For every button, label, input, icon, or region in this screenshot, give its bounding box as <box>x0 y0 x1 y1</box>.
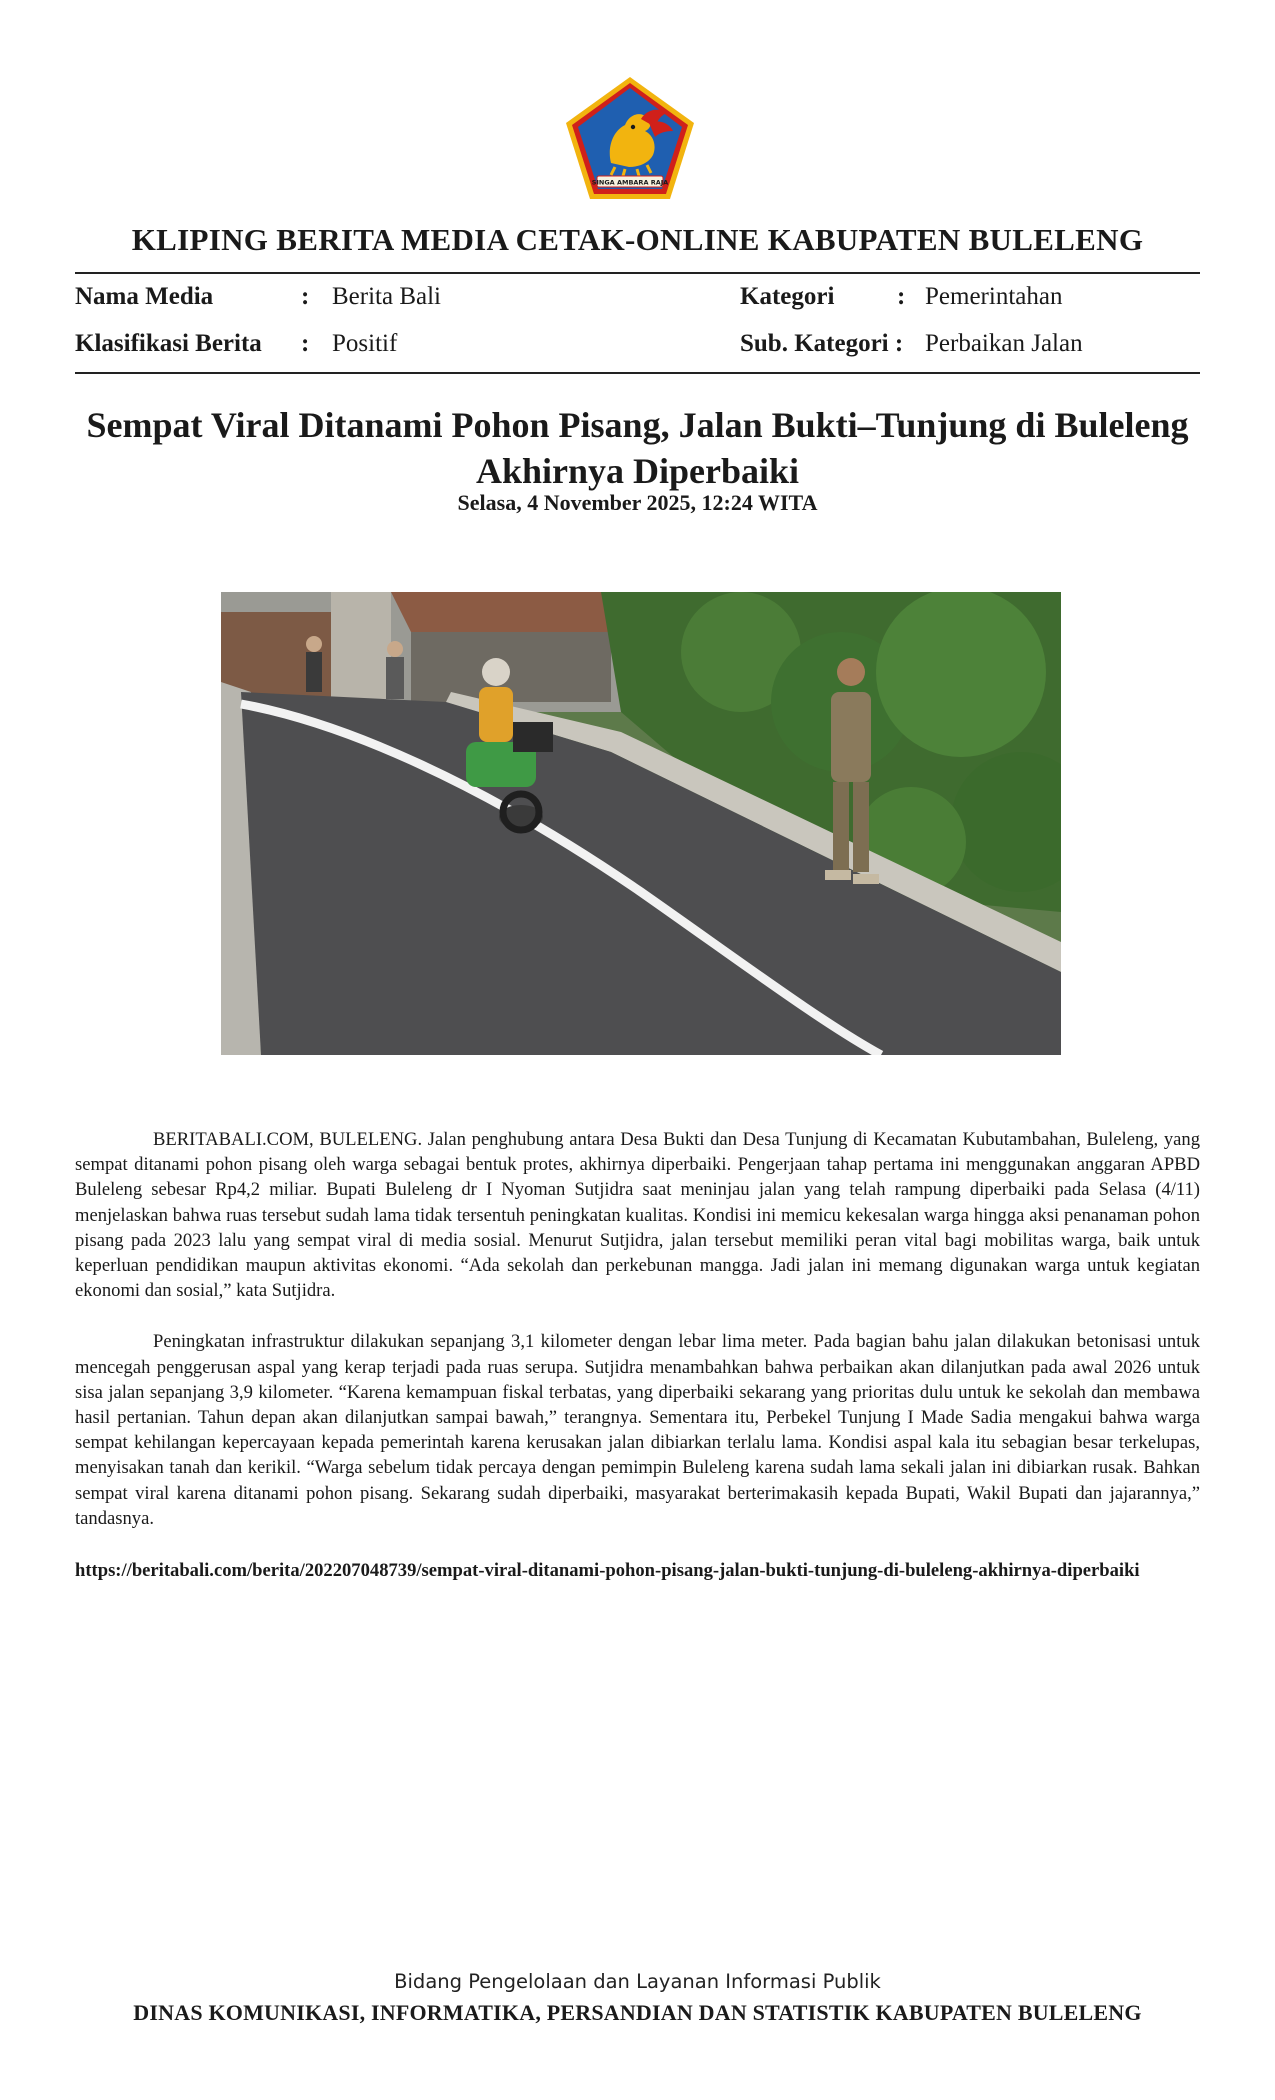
source-link[interactable]: https://beritabali.com/berita/202207048739/sempat-viral-ditanami-pohon-pisang-jalan-bukti-tunjung-di-buleleng-akhirnya-diperbaiki <box>75 1560 1140 1581</box>
subcategory-value: Perbaikan Jalan <box>925 330 1083 357</box>
regency-emblem-logo <box>563 75 697 201</box>
category-colon: : <box>897 283 906 310</box>
article-headline: Sempat Viral Ditanami Pohon Pisang, Jalan Bukti–Tunjung di Buleleng Akhirnya Diperbaiki <box>86 405 1189 491</box>
header-bottom-rule <box>75 372 1200 374</box>
emblem-motto: SINGA AMBARA RAJA <box>591 178 669 187</box>
category-value: Pemerintahan <box>925 283 1063 310</box>
media-name-colon: : <box>301 283 310 310</box>
subcategory-label: Sub. Kategori : <box>740 330 904 357</box>
article-photo <box>221 592 1061 1055</box>
media-name-value: Berita Bali <box>332 283 441 310</box>
footer-agency: DINAS KOMUNIKASI, INFORMATIKA, PERSANDIAN DAN STATISTIK KABUPATEN BULELENG <box>133 2000 1142 2025</box>
category-label: Kategori <box>740 283 835 310</box>
article-paragraph: Peningkatan infrastruktur dilakukan sepanjang 3,1 kilometer dengan lebar lima meter. Pada bagian bahu jalan dilakukan betonisasi untuk mencegah penggerusan aspal yang kerap terjadi pada ruas serupa. Sutjidra menambahkan bahwa perbaikan akan dilanjutkan pada awal 2026 untuk sisa jalan sepanjang 3,9 kilometer. “Karena kemampuan fiskal terbatas, yang diperbaiki sekarang yang prioritas dulu untuk ke sekolah dan membawa hasil pertanian. Tahun depan akan dilanjutkan sampai bawah,” terangnya. Sementara itu, Perbekel Tunjung I Made Sadia mengakui bahwa warga sempat kehilangan kepercayaan kepada pemerintah karena kerusakan jalan dibiarkan terlalu lama. Kondisi aspal kala itu sebagian besar terkelupas, menyisakan tanah dan kerikil. “Warga sebelum tidak percaya dengan pemimpin Buleleng karena sudah lama sekali jalan ini dibiarkan rusak. Bahkan sempat viral karena ditanami pohon pisang. Sekarang sudah diperbaiki, masyarakat berterimakasih kepada Bupati, Wakil Bupati dan jajarannya,” tandasnya. <box>75 1331 1200 1529</box>
header-top-rule <box>75 272 1200 274</box>
article-dateline: Selasa, 4 November 2025, 12:24 WITA <box>457 490 818 515</box>
road-photo-illustration <box>221 592 1061 1055</box>
emblem-graphic <box>563 75 697 201</box>
classification-label: Klasifikasi Berita <box>75 330 262 357</box>
article-paragraph: BERITABALI.COM, BULELENG. Jalan penghubung antara Desa Bukti dan Desa Tunjung di Kecamatan Kubutambahan, Buleleng, yang sempat ditanami pohon pisang oleh warga sebagai bentuk protes, akhirnya diperbaiki. Pengerjaan tahap pertama ini menggunakan anggaran APBD Buleleng sebesar Rp4,2 miliar. Bupati Buleleng dr I Nyoman Sutjidra saat meninjau jalan yang telah rampung diperbaiki pada Selasa (4/11) menjelaskan bahwa ruas tersebut sudah lama tidak tersentuh peningkatan kualitas. Kondisi ini memicu kekesalan warga hingga aksi penanaman pohon pisang pada 2023 lalu yang sempat viral di media sosial. Menurut Sutjidra, jalan tersebut memiliki peran vital bagi mobilitas warga, baik untuk keperluan pendidikan maupun aktivitas ekonomi. “Ada sekolah dan perkebunan mangga. Jadi jalan ini memang digunakan warga untuk kegiatan ekonomi dan sosial,” kata Sutjidra. <box>75 1129 1200 1302</box>
article-body <box>75 1127 1200 1557</box>
media-name-label: Nama Media <box>75 283 214 310</box>
document-title: KLIPING BERITA MEDIA CETAK-ONLINE KABUPATEN BULELENG <box>131 222 1144 257</box>
footer-department: Bidang Pengelolaan dan Layanan Informasi Publik <box>394 1970 881 1993</box>
classification-colon: : <box>301 330 310 357</box>
classification-value: Positif <box>332 330 398 357</box>
